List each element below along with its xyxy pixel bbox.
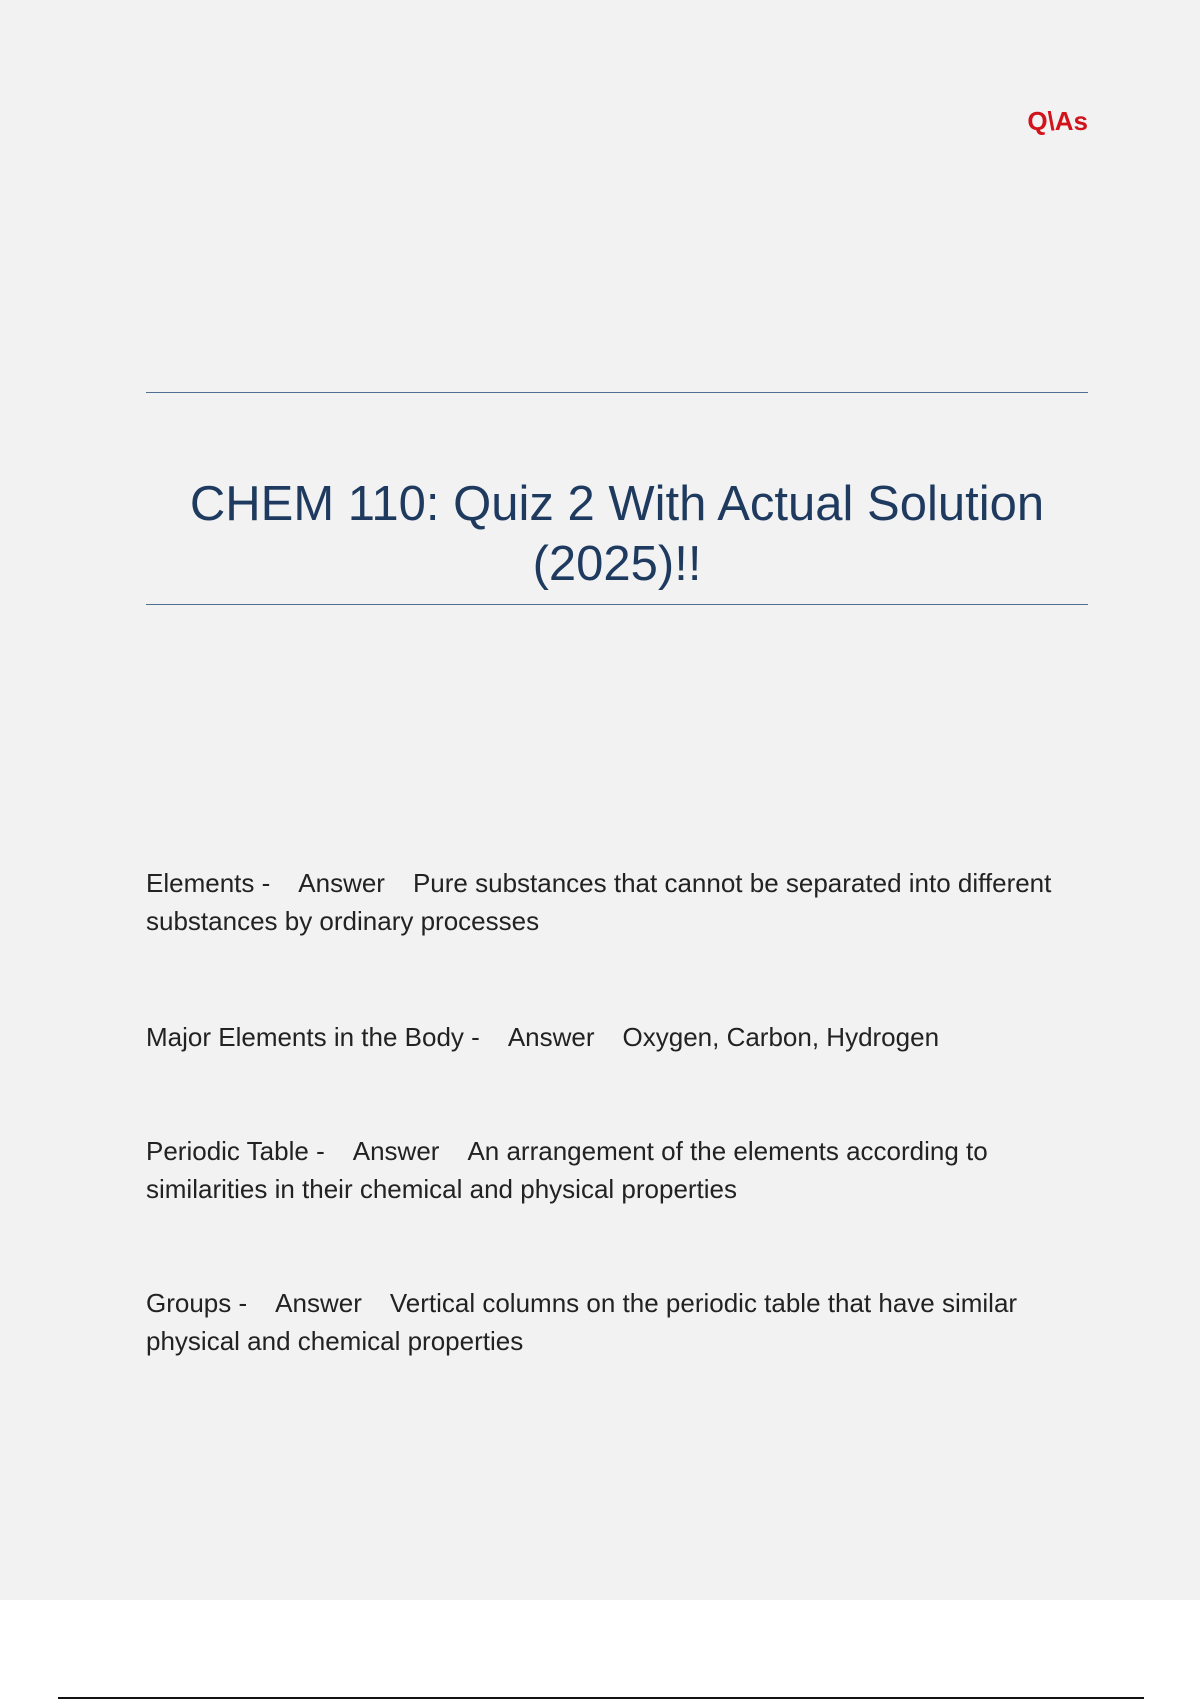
qa-term: Groups - — [146, 1288, 248, 1318]
qa-answer-label: Answer — [275, 1288, 362, 1318]
title-bottom-divider — [146, 604, 1088, 605]
qa-answer-label: Answer — [298, 868, 385, 898]
qa-definition: Oxygen, Carbon, Hydrogen — [622, 1022, 940, 1052]
qa-item-elements — [146, 864, 1096, 940]
qa-term: Major Elements in the Body - — [146, 1022, 480, 1052]
qa-answer-label: Answer — [352, 1136, 440, 1166]
qa-term: Periodic Table - — [146, 1136, 325, 1166]
qa-item-groups — [146, 1284, 1096, 1360]
qa-term: Elements - — [146, 868, 271, 898]
footer-divider — [58, 1697, 1144, 1699]
qa-answer-label: Answer — [507, 1022, 595, 1052]
qa-list — [146, 864, 1096, 1360]
title-top-divider — [146, 392, 1088, 393]
qa-definition: An arrangement of the elements according to similarities in their chemical and physical properties — [146, 1136, 988, 1204]
qa-item-periodic-table — [146, 1132, 1096, 1208]
qa-definition: Pure substances that cannot be separated into different substances by ordinary processes — [146, 868, 1052, 936]
qas-tag: Q\As — [1027, 106, 1088, 136]
qa-definition: Vertical columns on the periodic table that have similar physical and chemical properties — [146, 1288, 1018, 1356]
document-title: CHEM 110: Quiz 2 With Actual Solution (2025)!! — [189, 477, 1045, 591]
qa-item-major-elements — [146, 1018, 1096, 1056]
